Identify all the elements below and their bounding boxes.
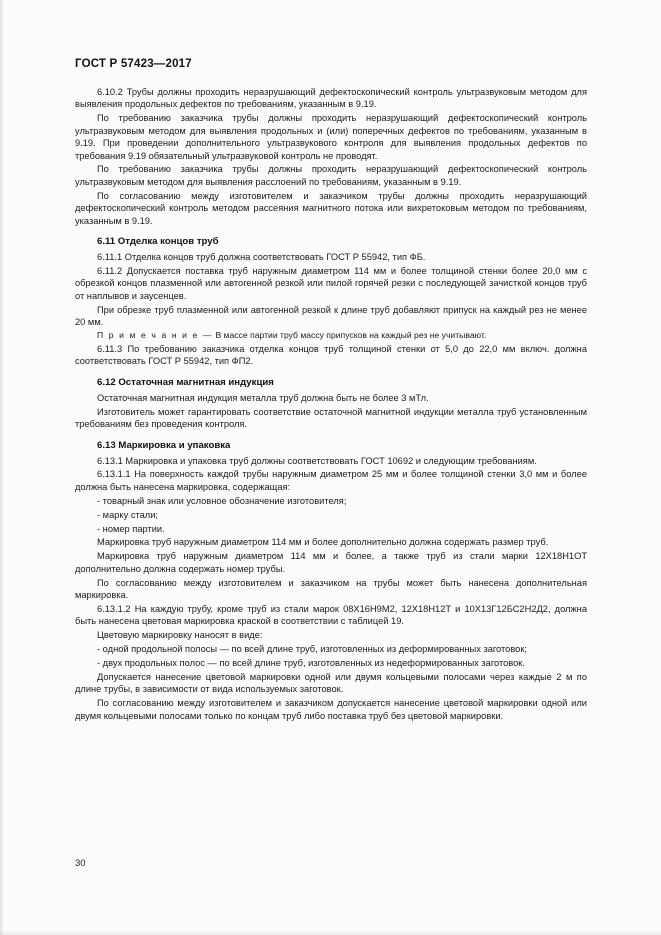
page-edge-shadow-bottom: [0, 930, 661, 935]
document-standard-header: ГОСТ Р 57423—2017: [75, 58, 192, 70]
note-text: В массе партии труб массу припусков на каждый рез не учитывают.: [215, 329, 487, 340]
paragraph: Маркировка труб наружным диаметром 114 мм и более дополнительно должна содержать размер труб.: [97, 537, 549, 548]
list-item: - двух продольных полос — по всей длине труб, изготовленных из недеформированных заготовок.: [97, 658, 525, 669]
note-label: П р и м е ч а н и е —: [97, 329, 214, 340]
paragraph: По согласованию между изготовителем и заказчиком на трубы может быть нанесена дополнительная маркировка.: [75, 577, 587, 601]
paragraph: По согласованию между изготовителем и заказчиком трубы должны проходить неразрушающий дефектоскопический контроль методом рассеяния магнитного потока или вихретоковым методом по требованиям, указанным в 9.19.: [75, 190, 587, 226]
paragraph: 6.13.1.2 На каждую трубу, кроме труб из стали марок 08Х16Н9М2, 12Х18Н12Т и 10Х13Г12БС2Н2Д2, должна быть нанесена цветовая маркировка краской в соответствии с таблицей 19.: [75, 604, 587, 627]
page-number: 30: [75, 858, 86, 869]
list-item: - марку стали;: [97, 509, 158, 520]
paragraph: 6.13.1 Маркировка и упаковка труб должны соответствовать ГОСТ 10692 и следующим требованиям.: [97, 455, 537, 466]
page-content: [75, 58, 587, 724]
section-heading-6-13: 6.13 Маркировка и упаковка: [97, 439, 231, 451]
paragraph: 6.11.2 Допускается поставка труб наружным диаметром 114 мм и более толщиной стенки более 20,0 мм с обрезкой концов плазменной или автогенной резкой или пилой горячей резки с последующей зачисткой концов труб от наплывов и заусенцев.: [75, 265, 587, 301]
paragraph: По требованию заказчика трубы должны проходить неразрушающий дефектоскопический контроль ультразвуковым методом для выявления продольных и (или) поперечных дефектов по требованиям, указанным в 9.19. При проведении дополнительного ультразвукового контроля для выявления продольных дефектов по требования 9.19 обязательный ультразвуковой контроль не проводят.: [75, 113, 587, 161]
paragraph: 6.10.2 Трубы должны проходить неразрушающий дефектоскопический контроль ультразвуковым методом для выявления продольных дефектов по требованиям, указанным в 9.19.: [75, 87, 587, 110]
paragraph: 6.13.1.1 На поверхность каждой трубы наружным диаметром 25 мм и более толщиной стенки 3,0 мм и более должна быть нанесена маркировка, содержащая:: [75, 469, 587, 492]
paragraph: 6.11.3 По требованию заказчика отделка концов труб толщиной стенки от 5,0 до 22,0 мм включ. должна соответствовать ГОСТ Р 55942, тип ФП2.: [75, 344, 587, 367]
paragraph: Изготовитель может гарантировать соответствие остаточной магнитной индукции металла труб установленным требованиям без проведения контроля.: [75, 406, 587, 430]
list-item: - номер партии.: [97, 523, 165, 534]
paragraph: Допускается нанесение цветовой маркировки одной или двумя кольцевыми полосами через каждые 2 м по длине трубы, в зависимости от вида используемых заготовок.: [75, 672, 587, 695]
paragraph: При обрезке труб плазменной или автогенной резкой к длине труб добавляют припуск на каждый рез не менее 20 мм.: [75, 304, 587, 327]
paragraph: Остаточная магнитная индукция металла труб должна быть не более 3 мТл.: [97, 392, 429, 403]
paragraph: Цветовую маркировку наносят в виде:: [97, 630, 263, 641]
paragraph: По требованию заказчика трубы должны проходить неразрушающий дефектоскопический контроль ультразвуковым методом для выявления расслоений по требованиям, указанным в 9.19.: [75, 164, 587, 187]
section-heading-6-12: 6.12 Остаточная магнитная индукция: [97, 376, 274, 388]
section-heading-6-11: 6.11 Отделка концов труб: [97, 235, 219, 247]
note-paragraph: [75, 330, 587, 342]
page-edge-shadow-left: [0, 0, 4, 935]
paragraph: По согласованию между изготовителем и заказчиком допускается нанесение цветовой маркировки одной или двумя кольцевыми полосами только по концам труб либо поставка труб без цветовой маркировки.: [75, 698, 587, 721]
paragraph: 6.11.1 Отделка концов труб должна соответствовать ГОСТ Р 55942, тип ФБ.: [97, 251, 426, 262]
list-item: - одной продольной полосы — по всей длине труб, изготовленных из деформированных заготовок;: [97, 644, 528, 655]
list-item: - товарный знак или условное обозначение изготовителя;: [97, 495, 347, 506]
paragraph: Маркировка труб наружным диаметром 114 мм и более, а также труб из стали марки 12Х18Н1ОТ дополнительно должна содержать номер трубы.: [75, 551, 587, 574]
